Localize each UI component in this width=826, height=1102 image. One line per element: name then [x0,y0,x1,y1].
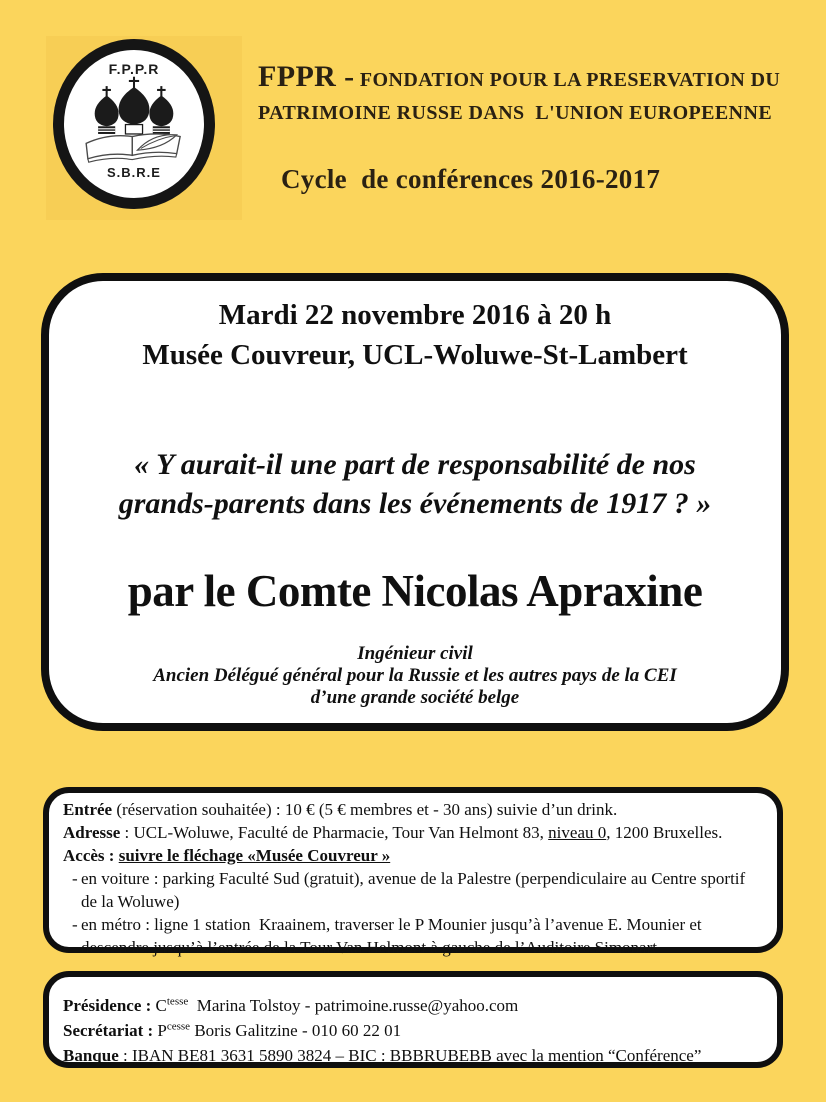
event-box [41,273,789,731]
org-name-line2: PATRIMOINE RUSSE DANS L'UNION EUROPEENNE [258,102,773,124]
entree-label: Entrée [63,800,113,819]
acces-instruction: suivre le fléchage «Musée Couvreur » [118,846,391,865]
conference-cycle-title: Cycle de conférences 2016-2017 [281,164,661,194]
adresse-line: Adresse : UCL-Woluwe, Faculté de Pharmacie, Tour Van Helmont 83, niveau 0, 1200 Bruxelles. [63,823,723,842]
bullet-dash: - [72,869,78,888]
speaker-credential-1: Ingénieur civil [357,643,473,664]
contact-box [43,971,783,1068]
entree-line: Entrée (réservation souhaitée) : 10 € (5 € membres et - 30 ans) suivie d’un drink. [63,800,618,819]
org-name-rest: FONDATION POUR LA PRESERVATION DU [354,69,781,91]
acces-line: Accès : suivre le fléchage «Musée Couvreur » [63,846,391,865]
fppr-logo-circle [53,39,215,209]
title-superscript: cesse [166,1020,191,1033]
presidence-line: Présidence : $C^{tesse}$ Marina Tolstoy - patrimoine.russe@yahoo.com [63,995,519,1015]
presidence-label: Présidence : [63,996,156,1015]
speaker-credential-2: Ancien Délégué général pour la Russie et les autres pays de la CEI [153,665,677,686]
acces-label: Accès [63,846,105,865]
title-superscript: tesse [166,995,189,1008]
bullet-dash: - [72,915,78,934]
secretariat-label: Secrétariat : [63,1021,158,1040]
adresse-level: niveau 0 [548,823,607,842]
event-venue: Musée Couvreur, UCL-Woluwe-St-Lambert [142,339,688,371]
logo-fppr-text: F.P.P.R [108,61,160,77]
event-date: Mardi 22 novembre 2016 à 20 h [218,299,612,331]
logo [46,36,242,220]
org-name-line1 [258,60,781,97]
event-quote-line2: grands-parents dans les événements de 1917 ? » [118,487,712,520]
org-title [258,60,781,130]
banque-line: Banque : IBAN BE81 3631 5890 3824 – BIC : BBBRUBEBB avec la mention “Conférence” [63,1046,702,1065]
event-quote-line1: « Y aurait-il une part de responsabilité de nos [134,448,696,481]
logo-sbre-text: S.B.R.E [107,165,161,180]
access-by-metro: - en métro : ligne 1 station Kraainem, traverser le P Mounier jusqu’à l’avenue E. Mounier et descendre jusqu’à l’entrée de la Tour Van Helmont à gauche de l’Auditoire Simonart [63,913,763,959]
speaker-name: par le Comte Nicolas Apraxine [127,566,703,616]
org-acronym: FPPR - [258,60,355,93]
banque-label: Banque [63,1046,119,1065]
speaker-credential-3: d’une grande société belge [310,687,520,708]
church-domes-book-icon [70,75,198,169]
adresse-label: Adresse [63,823,121,842]
secretariat-line: Secrétariat : $P^{cesse}$ Boris Galitzine - 010 60 22 01 [63,1020,402,1040]
access-by-car: - en voiture : parking Faculté Sud (gratuit), avenue de la Palestre (perpendiculaire au Centre sportif de la Woluwe) [63,867,763,913]
practical-info-box [43,787,783,957]
